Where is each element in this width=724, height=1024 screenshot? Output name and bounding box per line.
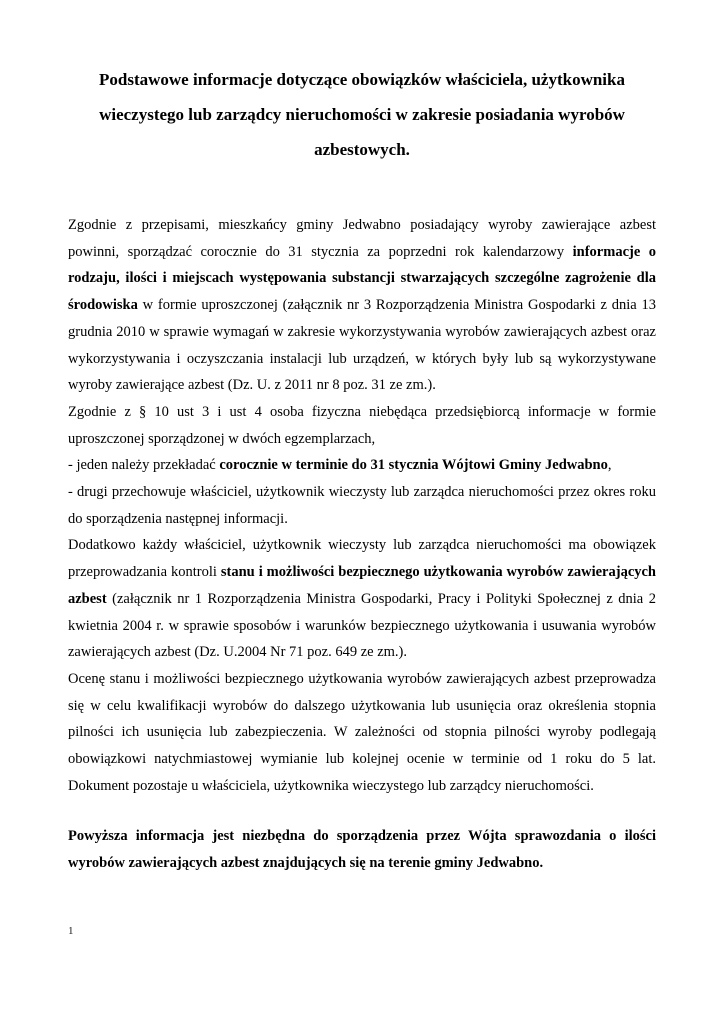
- paragraph-obligation-report: [68, 212, 656, 399]
- paragraph-text: Ocenę stanu i możliwości bezpiecznego użytkowania wyrobów zawierających azbest przeprowadza się w celu kwalifikacji wyrobów do dalszego użytkowania lub usunięcia oraz określenia stopnia pilności ich usunięcia lub zabezpieczenia. W zależności od stopnia pilności wyroby podlegają obowiązkowi natychmiastowej wymianie lub kolejnej ocenie w terminie od 1 roku do 5 lat. Dokument pozostaje u właściciela, użytkownika wieczystego lub zarządcy nieruchomości.: [68, 670, 656, 794]
- list-item-text: ,: [607, 457, 612, 474]
- list-item-copy-one: [68, 452, 656, 479]
- paragraph-text: (załącznik nr 1 Rozporządzenia Ministra Gospodarki, Pracy i Polityki Społecznej z dnia 2 kwietnia 2004 r. w sprawie sposobów i warunków bezpiecznego użytkowania i usuwania wyrobów zawierających azbest (Dz. U.2004 Nr 71 poz. 649 ze zm.).: [68, 590, 656, 661]
- closing-bold-text: Powyższa informacja jest niezbędna do sporządzenia przez Wójta sprawozdania o ilości wyrobów zawierających azbest znajdujących się na terenie gminy Jedwabno.: [68, 828, 656, 872]
- bold-phrase-condition-assessment: stanu i możliwości bezpiecznego użytkowania wyrobów zawierających azbest: [68, 564, 656, 607]
- paragraph-text: w formie uproszczonej (załącznik nr 3 Rozporządzenia Ministra Gospodarki z dnia 13 grudnia 2010 w sprawie wymagań w zakresie wykorzystywania wyrobów zawierających azbest oraz wykorzystywania i oczyszczania instalacji lub urządzeń, w których były lub są wykorzystywane wyroby zawierające azbest (Dz. U. z 2011 nr 8 poz. 31 ze zm.).: [68, 297, 656, 394]
- document-body: [68, 212, 656, 877]
- list-item-text: - jeden należy przekładać: [68, 457, 220, 474]
- paragraph-text: Zgodnie z § 10 ust 3 i ust 4 osoba fizyczna niebędąca przedsiębiorcą informacje w formie uproszczonej sporządzonej w dwóch egzemplarzach,: [68, 403, 656, 447]
- bold-phrase-information-types: informacje o rodzaju, ilości i miejscach występowania substancji stwarzających szczególne zagrożenie dla środowiska: [68, 243, 656, 314]
- paragraph-text: Dodatkowo każdy właściciel, użytkownik wieczysty lub zarządca nieruchomości ma obowiązek przeprowadzania kontroli: [68, 537, 656, 581]
- paragraph-text: Zgodnie z przepisami, mieszkańcy gminy Jedwabno posiadający wyroby zawierające azbest powinni, sporządzać corocznie do 31 stycznia za poprzedni rok kalendarzowy: [68, 217, 656, 260]
- list-item-copy-two: [68, 479, 656, 532]
- list-item-text: - drugi przechowuje właściciel, użytkownik wieczysty lub zarządca nieruchomości przez okres roku do sporządzenia następnej informacji.: [68, 484, 656, 527]
- page-number: 1: [68, 925, 74, 937]
- paragraph-assessment-purpose: [68, 666, 656, 800]
- paragraph-closing-statement: [68, 823, 656, 876]
- bold-phrase-deadline: corocznie w terminie do 31 stycznia Wójtowi Gminy Jedwabno: [219, 457, 608, 474]
- paragraph-legal-basis: [68, 399, 656, 452]
- page-content: [68, 62, 656, 877]
- paragraph-inspection-duty: [68, 532, 656, 666]
- document-title: Podstawowe informacje dotyczące obowiązków właściciela, użytkownika wieczystego lub zarządcy nieruchomości w zakresie posiadania wyrobów azbestowych.: [99, 70, 625, 159]
